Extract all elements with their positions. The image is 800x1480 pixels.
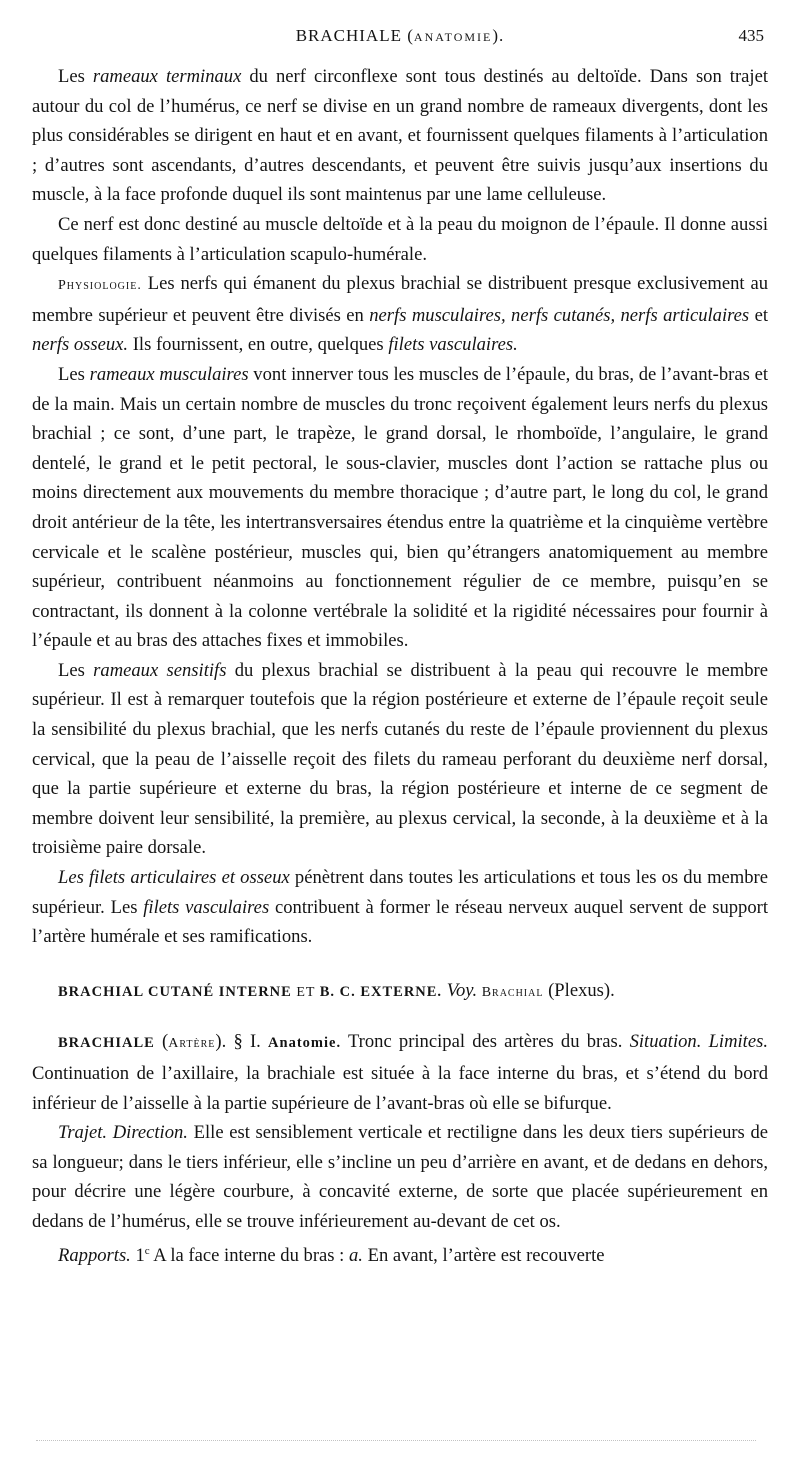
italic-term: rameaux sensitifs xyxy=(93,659,227,681)
paragraph-rameaux-sensitifs xyxy=(32,656,768,863)
page-number: 435 xyxy=(738,26,764,45)
text-run: ( xyxy=(154,1031,169,1053)
text-run: Elle est sensiblement verticale et rectiligne dans les deux tiers supérieurs de sa longueur; dans le tiers inférieur, elle s’incline un peu d’arrière en avant, et de dedans en dehors, pour décrire une légère courbure, à concavité externe, de sorte que placée supérieurement en dedans de l’humérus, elle se trouve inférieurement au-devant de cet os. xyxy=(32,1122,768,1232)
italic-term: nerfs osseux. xyxy=(32,334,129,356)
text-run: Les nerfs qui émanent du plexus brachial se distribuent presque exclusivement au membre supérieur et peuvent être divisés en xyxy=(32,273,768,326)
title-main: BRACHIALE ( xyxy=(295,26,414,45)
text-run: pénètrent dans toutes les articulations et tous les os du membre supérieur. Les xyxy=(32,867,768,918)
title-small-caps: ANATOMIE xyxy=(413,30,493,44)
section-label-anatomie: Anatomie. xyxy=(268,1035,342,1052)
entry-headword: BRACHIALE xyxy=(58,1035,155,1052)
entry-brachial-cutane xyxy=(32,976,768,1008)
text-run: Les xyxy=(58,66,93,87)
entry-brachiale-artere xyxy=(32,1027,768,1118)
italic-term: Trajet. Direction. xyxy=(58,1122,188,1144)
text-run: (Plexus). xyxy=(543,979,615,1001)
paragraph-rameaux-musculaires xyxy=(32,360,768,656)
text-run: En avant, l’artère est recouverte xyxy=(362,1244,605,1266)
title-end: ). xyxy=(492,26,505,45)
italic-term: nerfs musculaires, nerfs cutanés, nerfs articulaires xyxy=(369,304,750,326)
section-label-physiologie: Physiologie. xyxy=(58,278,142,294)
superscript: c xyxy=(144,1244,150,1257)
text-run: Les xyxy=(58,363,90,385)
text-run: 1 xyxy=(130,1244,145,1266)
paragraph-physiologie xyxy=(32,269,768,360)
spacer xyxy=(32,1007,768,1027)
text-run: Les xyxy=(58,659,94,681)
cross-ref-voy: Voy. xyxy=(442,979,478,1001)
italic-term: filets vasculaires xyxy=(143,896,270,918)
cross-ref-target: Brachial xyxy=(477,984,544,1000)
text-run: ET xyxy=(291,984,320,1000)
text-run: et xyxy=(749,304,768,326)
paragraph-trajet xyxy=(32,1118,768,1236)
paragraph-rameaux-terminaux xyxy=(32,62,768,210)
italic-term: Les filets articulaires et osseux xyxy=(58,867,290,889)
running-title xyxy=(32,26,768,46)
text-run: Continuation de l’axillaire, la brachiale est située à la face interne du bras, et s’étend du bord inférieur de l’aisselle à la partie supérieure de l’avant-bras où elle se bifurque. xyxy=(32,1063,768,1114)
running-header xyxy=(32,26,768,62)
text-run: Ils fournissent, en outre, quelques xyxy=(128,334,389,356)
spacer xyxy=(32,952,768,976)
italic-term: a. xyxy=(348,1244,363,1266)
text-run: contribuent à former le réseau nerveux auquel servent de support l’artère humérale et ses ramifications. xyxy=(32,896,768,948)
entry-headword: BRACHIAL CUTANÉ INTERNE xyxy=(58,983,292,1000)
document-page xyxy=(32,26,768,1270)
italic-term: rameaux musculaires xyxy=(89,363,249,385)
text-run: du nerf circonflexe sont tous destinés au deltoïde. Dans son trajet autour du col de l’humérus, ce nerf se divise en un grand nombre de rameaux divergents, dont les plus considérables se dirigent en haut et en avant, et fournissent quelques filaments à l’articulation ; d’autres sont ascendants, d’autres descendants, et peuvent être suivis jusqu’aux insertions du muscle, à la face profonde duquel ils sont maintenus par une lame celluleuse. xyxy=(32,66,768,206)
text-run: vont innerver tous les muscles de l’épaule, du bras, de l’avant-bras et de la main. Mais un certain nombre de muscles du tronc reçoivent également leurs nerfs du plexus brachial ; ce sont, d’une part, le trapèze, le grand dorsal, le rhomboïde, l’angulaire, le grand dentelé, le grand et le petit pectoral, le sous-clavier, muscles dont l’action se rattache plus ou moins directement aux mouvements du membre thoracique ; d’autre part, le long du col, le grand droit antérieur de la tête, les intertransversaires étendus entre la quatrième et la cinquième vertèbre cervicale et le scalène postérieur, muscles qui, bien qu’étrangers anatomiquement au membre supérieur, contribuent néanmoins au fonctionnement régulier de ce membre, puisqu’en se contractant, ils donnent à la colonne vertébrale la solidité et la rigidité nécessaires pour fournir à l’épaule et au bras des attaches fixes et immobiles. xyxy=(32,363,768,652)
paragraph-rapports xyxy=(32,1237,768,1271)
italic-term: Situation. Limites. xyxy=(629,1031,768,1053)
text-run: ). § I. xyxy=(215,1031,269,1053)
text-run: A la face interne du bras : xyxy=(149,1244,349,1266)
paragraph-filets-articulaires xyxy=(32,863,768,952)
italic-term: Rapports. xyxy=(58,1244,131,1266)
paragraph-nerf-destine: Ce nerf est donc destiné au muscle deltoïde et à la peau du moignon de l’épaule. Il donne aussi quelques filaments à l’articulation scapulo-humérale. xyxy=(32,213,768,265)
italic-term: rameaux terminaux xyxy=(92,66,242,87)
entry-subtitle: Artère xyxy=(168,1036,216,1052)
text-run: du plexus brachial se distribuent à la peau qui recouvre le membre supérieur. Il est à remarquer toutefois que la région postérieure et externe de l’épaule reçoit seule la sensibilité du plexus brachial, que les nerfs cutanés du reste de l’épaule proviennent du plexus cervical, que la peau de l’aisselle reçoit des filets du rameau perforant du deuxième nerf dorsal, que la partie supérieure et externe du bras, la région postérieure et interne de ce segment de membre doivent leur sensibilité, la première, au plexus cervical, la seconde, à la deuxième et à la troisième paire dorsale. xyxy=(32,659,769,859)
bleed-through-line xyxy=(36,1440,756,1441)
italic-term: filets vasculaires. xyxy=(388,334,518,356)
entry-headword-2: B. C. EXTERNE. xyxy=(319,983,443,1000)
text-run: Tronc principal des artères du bras. xyxy=(341,1031,630,1053)
